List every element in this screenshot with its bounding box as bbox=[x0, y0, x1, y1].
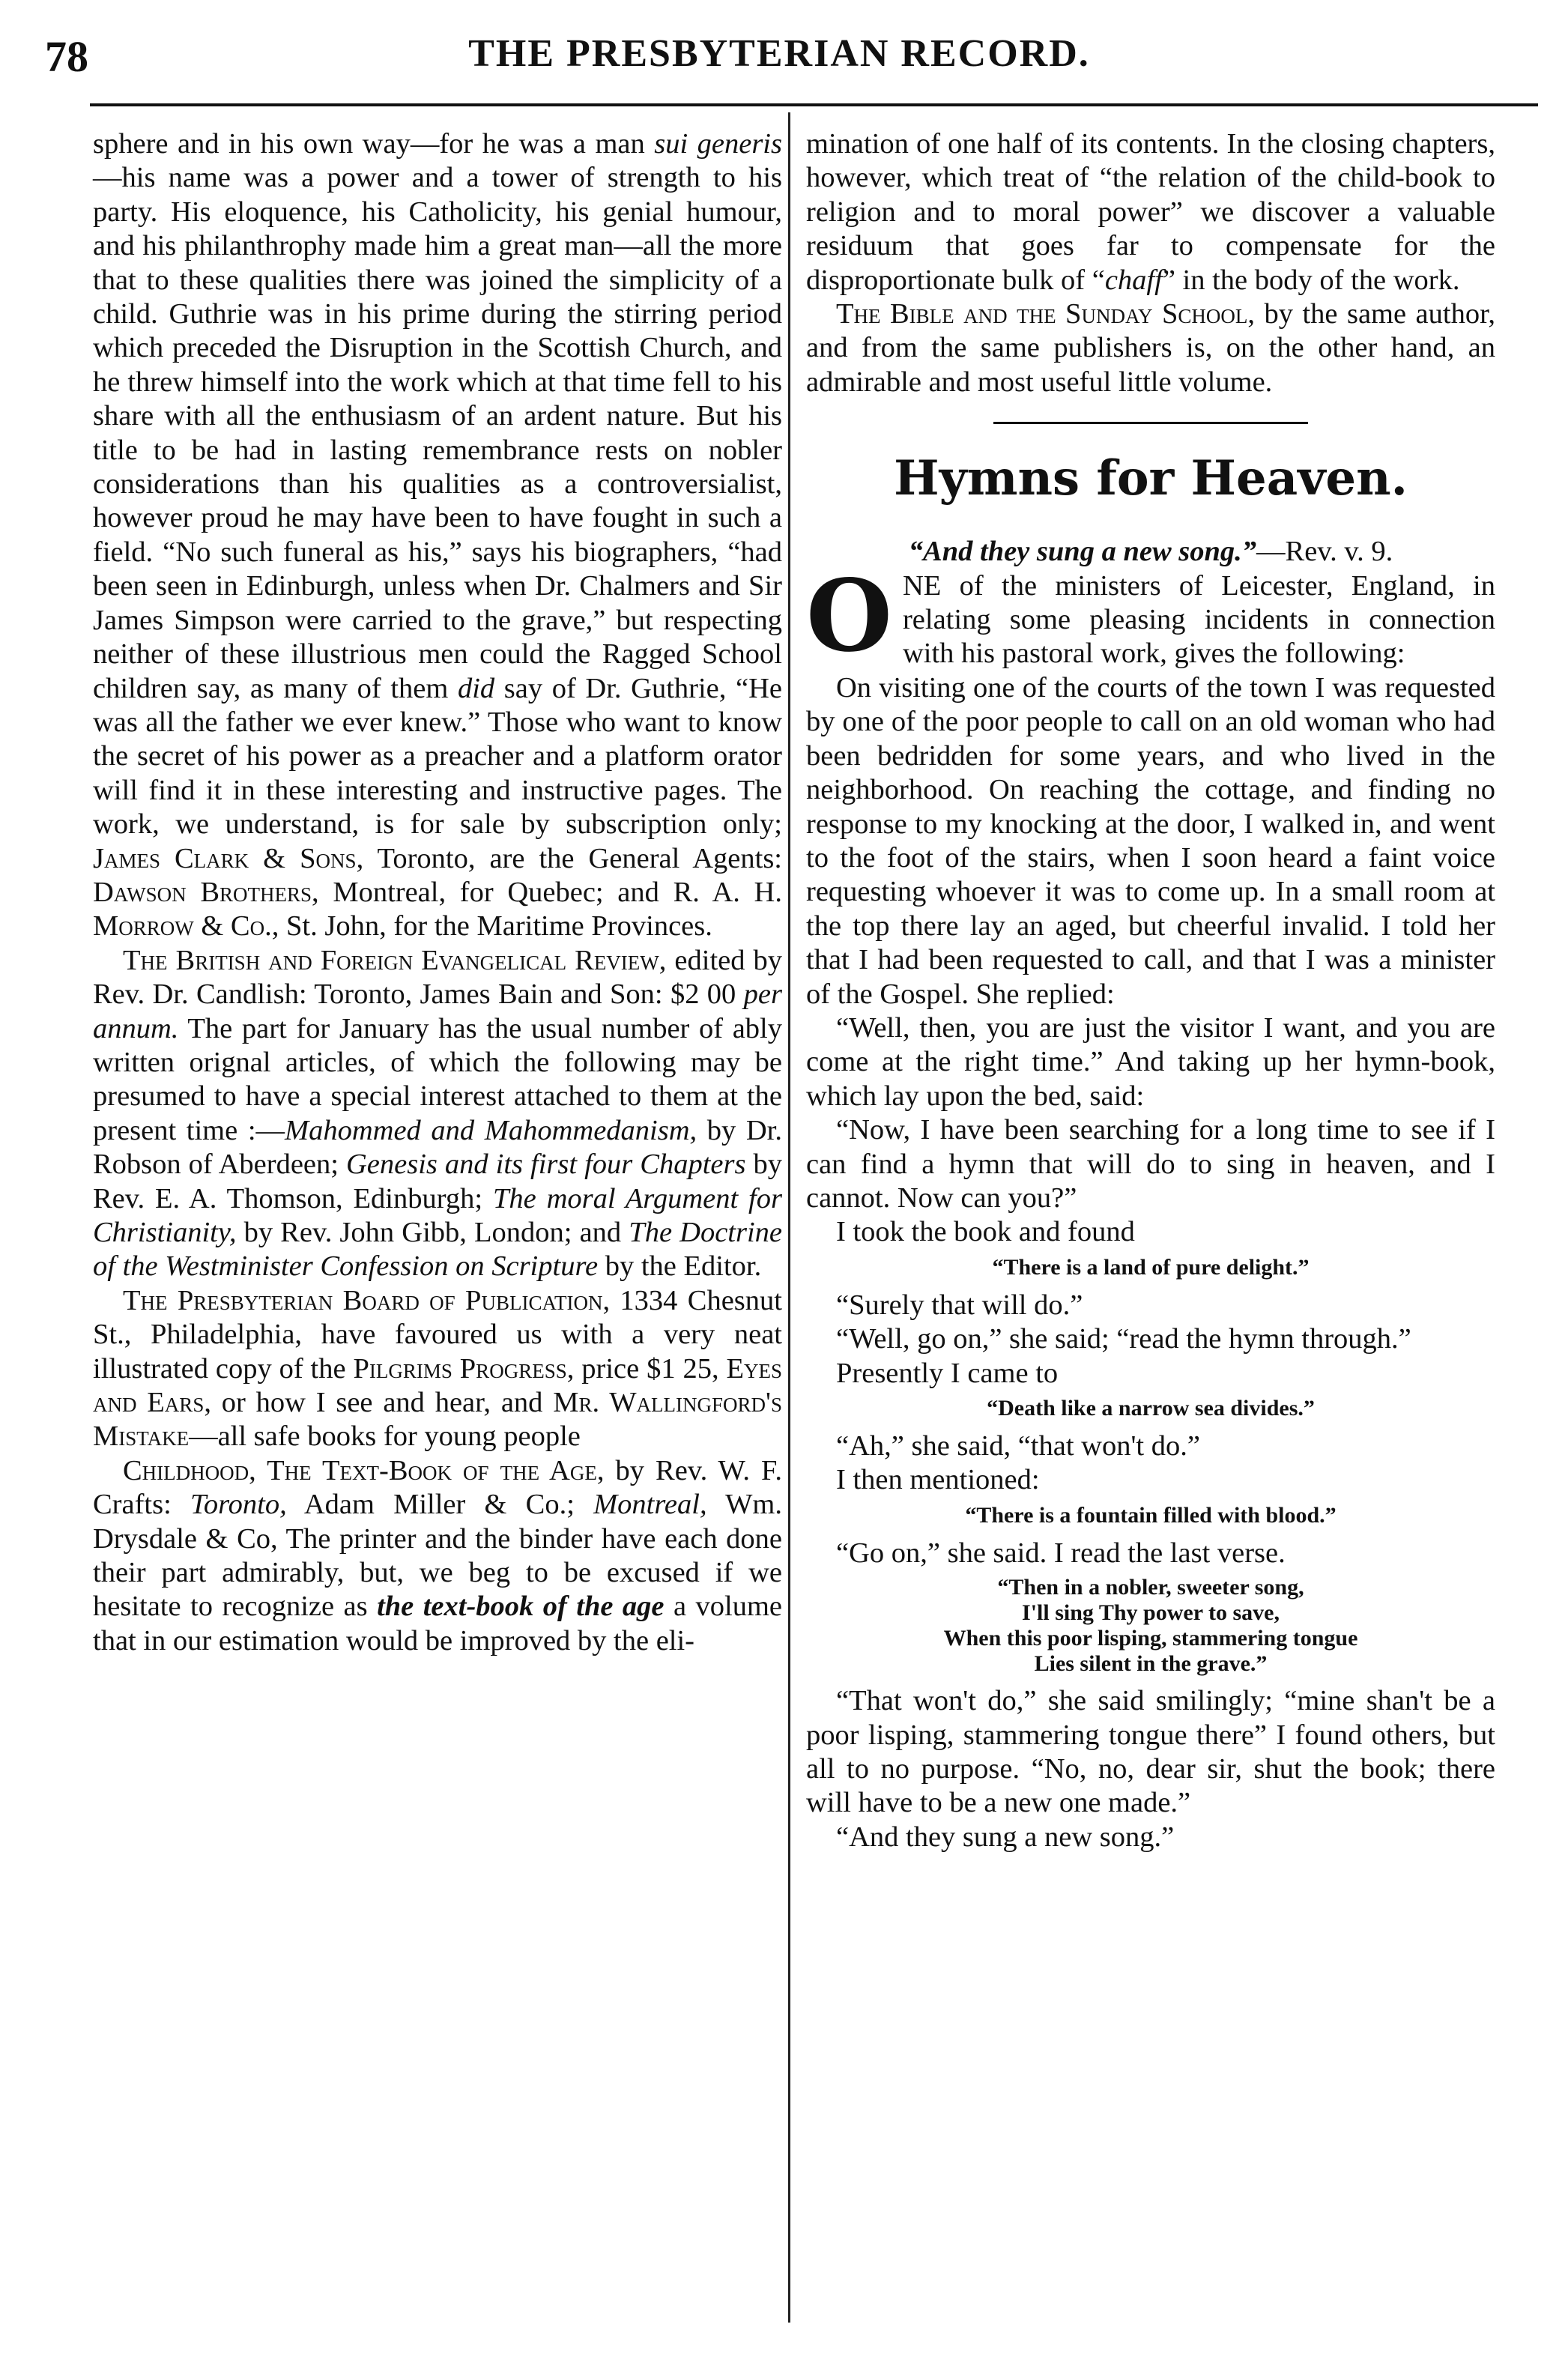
story-paragraph: On visiting one of the courts of the town I was requested by one of the poor people to call on an old woman who had been bedridden for some years, and who lived in the neighborhood. On reaching the cottage, and finding no response to my knocking at the door, I walked in, and went to the foot of the stairs, when I soon heard a faint voice requesting whoever it was to come up. In a small room at the top there lay an aged, but cheerful invalid. I told her that I had been requested to call, and that I was a minister of the Gospel. She replied: bbox=[806, 671, 1495, 1010]
article-title: Hymns for Heaven. bbox=[894, 450, 1408, 507]
childhood-review-paragraph: Childhood, The Text-Book of the Age, by Rev. W. F. Crafts: Toronto, Adam Miller & Co.; Montreal, Wm. Drysdale & Co, The printer and the binder have each done their part admirably, but, we beg to be excused if we hesitate to recognize as the text-book of the age a volume that in our estimation would be improved by the eli- bbox=[93, 1454, 782, 1657]
story-paragraph: “Now, I have been searching for a long time to see if I can find a hymn that will do to sing in heaven, and I cannot. Now can you?” bbox=[806, 1114, 1495, 1214]
hymn-quote: “Death like a narrow sea divides.” bbox=[987, 1396, 1315, 1421]
story-paragraph: “Well, then, you are just the visitor I want, and you are come at the right time.” And taking up her hymn-book, which lay upon the bed, said: bbox=[806, 1011, 1495, 1112]
hymn-quote: “There is a fountain filled with blood.” bbox=[965, 1502, 1337, 1528]
left-column bbox=[93, 127, 782, 1658]
story-paragraph: “That won't do,” she said smilingly; “mine shan't be a poor lisping, stammering tongue there” I found others, but all to no purpose. “No, no, dear sir, shut the book; there will have to be a new one made.” bbox=[806, 1685, 1495, 1819]
hymn-quote: “There is a land of pure delight.” bbox=[992, 1254, 1310, 1280]
hymn-stanza bbox=[806, 1575, 1495, 1677]
column-divider bbox=[788, 112, 790, 2323]
story-paragraph: “And they sung a new song.” bbox=[836, 1821, 1175, 1853]
drop-cap: O bbox=[806, 557, 892, 674]
evangelical-review-paragraph: The British and Foreign Evangelical Review, edited by Rev. Dr. Candlish: Toronto, James Bain and Son: $2 00 per annum. The part for January has the usual number of ably written orignal articles, of which the following may be presumed to have a special interest attached to them at the present time :—Mahommed and Mahommedanism, by Dr. Robson of Aberdeen; Genesis and its first four Chapters by Rev. E. A. Thomson, Edinburgh; The moral Argument for Christianity, by Rev. John Gibb, London; and The Doctrine of the Westminister Confession on Scripture by the Editor. bbox=[93, 944, 783, 1283]
header-rule bbox=[90, 103, 1538, 106]
presbyterian-board-paragraph: The Presbyterian Board of Publication, 1334 Chesnut St., Philadelphia, have favoured us with a very neat illustrated copy of the Pilgrims Progress, price $1 25, Eyes and Ears, or how I see and hear, and Mr. Wallingford's Mistake—all safe books for young people bbox=[93, 1284, 783, 1453]
epigraph: “And they sung a new song.”—Rev. v. 9. bbox=[908, 536, 1393, 568]
story-paragraph: Presently I came to bbox=[836, 1357, 1059, 1389]
stanza-line: Lies silent in the grave.” bbox=[1034, 1651, 1268, 1677]
guthrie-review-paragraph: sphere and in his own way—for he was a man sui generis—his name was a power and a tower of strength to his party. His eloquence, his Catholicity, his genial humour, and his philanthrophy made him a great man—all the more that to these qualities there was joined the simplicity of a child. Guthrie was in his prime during the stirring period which preceded the Disruption in the Scottish Church, and he threw himself into the work which at that time fell to his share with all the enthusiasm of an ardent nature. But his title to be had in lasting remembrance rests on nobler considerations than his qualities as a controversialist, however proud he may have been to have fought in such a field. “No such funeral as his,” says his biographers, “had been seen in Edinburgh, unless when Dr. Chalmers and Sir James Simpson were carried to the grave,” but respecting neither of these illustrious men could the Ragged School children say, as many of them did say of Dr. Guthrie, “He was all the father we ever knew.” Those who want to know the secret of his power as a preacher and a platform orator will find it in these interesting and instructive pages. The work, we understand, is for sale by subscription only; James Clark & Sons, Toronto, are the General Agents: Dawson Brothers, Montreal, for Quebec; and R. A. H. Morrow & Co., St. John, for the Maritime Provinces. bbox=[93, 128, 782, 943]
section-rule bbox=[993, 422, 1308, 424]
story-paragraph: “Surely that will do.” bbox=[836, 1289, 1083, 1321]
bible-sunday-school-paragraph: The Bible and the Sunday School, by the same author, and from the same publishers is, on the other hand, an admirable and most useful little volume. bbox=[806, 298, 1495, 398]
childhood-review-continued: mination of one half of its contents. In the closing chapters, however, which treat of “the relation of the child-book to religion and to moral power” we discover a valuable residuum that goes far to compensate for the disproportionate bulk of “chaff” in the body of the work. bbox=[806, 128, 1495, 296]
right-column bbox=[806, 127, 1495, 1854]
page-number: 78 bbox=[45, 32, 88, 81]
page-header bbox=[45, 31, 1513, 84]
story-paragraph: I then mentioned: bbox=[836, 1464, 1040, 1496]
story-paragraph: “Go on,” she said. I read the last verse. bbox=[836, 1537, 1286, 1569]
stanza-line: When this poor lisping, stammering tongue bbox=[943, 1626, 1358, 1651]
stanza-line: I'll sing Thy power to save, bbox=[1022, 1600, 1280, 1626]
running-title: THE PRESBYTERIAN RECORD. bbox=[468, 32, 1090, 75]
article-intro: ONE of the ministers of Leicester, England, in relating some pleasing incidents in connection with his pastoral work, gives the following: bbox=[806, 557, 1495, 674]
stanza-line: “Then in a nobler, sweeter song, bbox=[997, 1575, 1304, 1600]
story-paragraph: I took the book and found bbox=[836, 1216, 1135, 1248]
story-paragraph: “Well, go on,” she said; “read the hymn through.” bbox=[836, 1323, 1411, 1355]
story-paragraph: “Ah,” she said, “that won't do.” bbox=[836, 1430, 1200, 1462]
